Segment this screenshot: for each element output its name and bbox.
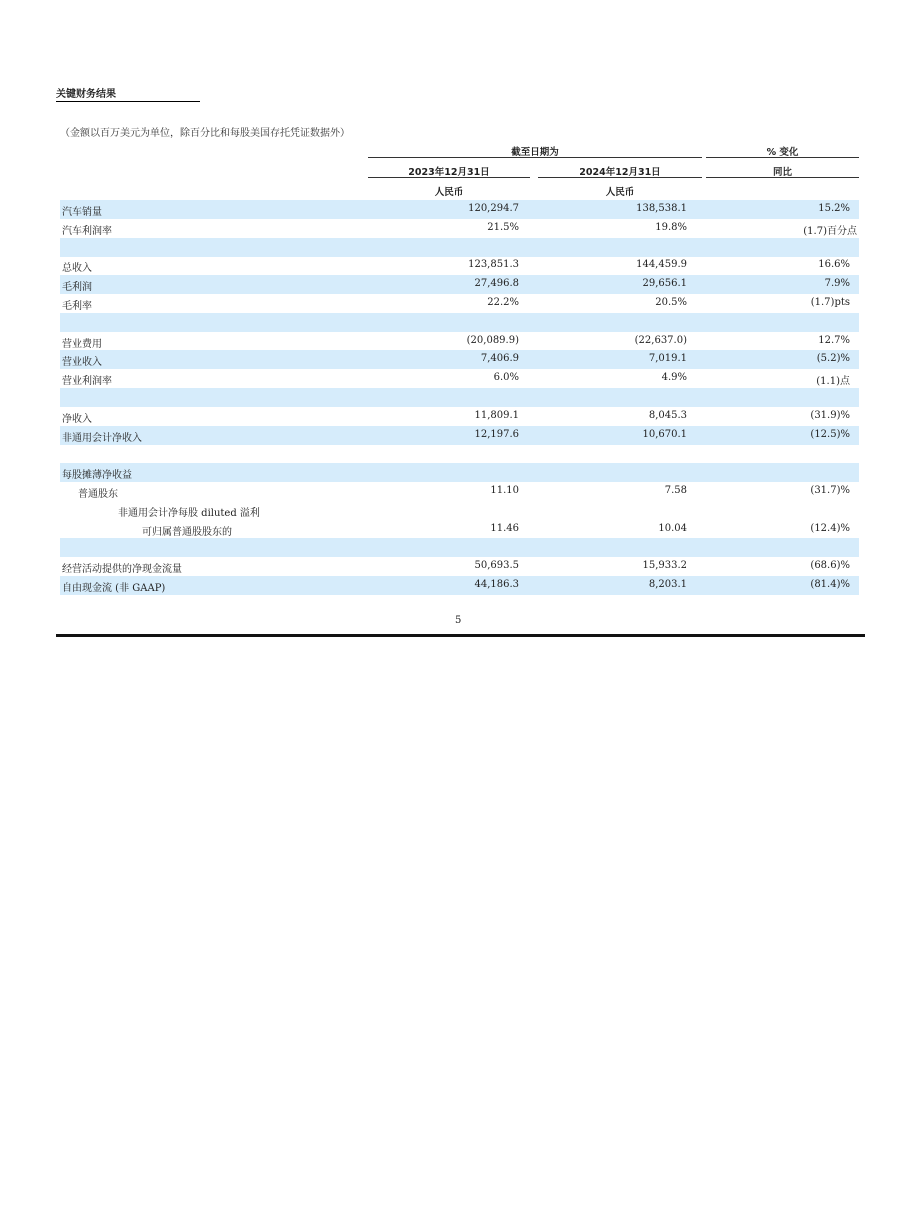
table-row: [60, 444, 859, 463]
row-label: 汽车利润率: [62, 225, 112, 237]
value-2024: 8,203.1: [648, 579, 687, 590]
value-2023: 123,851.3: [468, 259, 519, 271]
value-yoy-change: (5.2)%: [816, 353, 850, 365]
value-2024: 7.58: [664, 485, 687, 496]
value-yoy-change: (12.5)%: [810, 428, 850, 440]
row-label: 汽车销量: [62, 207, 102, 218]
col2-header: 2024年12月31日: [579, 167, 661, 178]
value-2024: 144,459.9: [636, 259, 687, 271]
value-2023: 21.5%: [487, 221, 519, 233]
section-title: 关键财务结果: [56, 89, 200, 102]
table-row: [60, 332, 859, 351]
row-label: 经营活动提供的净现金流量: [62, 564, 182, 576]
row-label: 自由现金流 (非 GAAP): [62, 583, 166, 594]
table-row: [60, 501, 859, 520]
row-label: 毛利润: [62, 282, 92, 294]
value-yoy-change: (1.1)点: [816, 376, 850, 388]
value-2023: 27,496.8: [474, 278, 519, 290]
row-label: 毛利率: [62, 301, 92, 312]
row-label: 净收入: [62, 413, 92, 425]
value-2023: 44,186.3: [474, 579, 519, 590]
value-yoy-change: (31.9)%: [810, 409, 850, 421]
value-2023: (20,089.9): [466, 334, 519, 346]
value-2024: 7,019.1: [648, 353, 687, 365]
table-row: [60, 219, 859, 238]
value-2023: 11.10: [490, 485, 519, 496]
value-yoy-change: (31.7)%: [810, 485, 850, 496]
table-row: [60, 463, 859, 482]
table-row: [60, 369, 859, 388]
value-2024: 8,045.3: [648, 409, 687, 421]
currency2-header: 人民币: [605, 187, 635, 198]
table-row: [60, 520, 859, 539]
col2-rule: [538, 177, 702, 178]
table-row: [60, 238, 859, 257]
bottom-rule: [56, 634, 865, 637]
table-row: [60, 350, 859, 369]
value-2024: 19.8%: [655, 221, 687, 233]
value-2024: 20.5%: [655, 297, 687, 308]
table-row: [60, 256, 859, 275]
value-yoy-change: 15.2%: [818, 203, 850, 214]
value-2024: 10.04: [658, 522, 687, 534]
currency1-header: 人民币: [434, 187, 464, 198]
value-2024: 29,656.1: [642, 278, 687, 290]
value-yoy-change: (1.7)pts: [810, 297, 850, 308]
row-label: 普通股东: [78, 489, 118, 500]
value-yoy-change: (1.7)百分点: [803, 225, 857, 237]
value-2023: 6.0%: [493, 372, 519, 384]
row-label: 营业费用: [62, 338, 102, 350]
period-group-header: 截至日期为: [511, 147, 559, 158]
change-group-rule: [706, 157, 859, 158]
value-2024: (22,637.0): [634, 334, 687, 346]
col1-header: 2023年12月31日: [408, 167, 490, 178]
page-number: 5: [455, 615, 462, 626]
table-row: [60, 538, 859, 557]
value-yoy-change: (81.4)%: [810, 579, 850, 590]
table-row: [60, 482, 859, 501]
table-row: [60, 557, 859, 576]
row-label: 营业利润率: [62, 376, 112, 388]
row-label: 每股摊薄净收益: [62, 470, 132, 482]
value-2024: 138,538.1: [636, 203, 687, 214]
value-yoy-change: (12.4)%: [810, 522, 850, 534]
value-2023: 22.2%: [487, 297, 519, 308]
row-label: 营业收入: [62, 357, 102, 369]
value-yoy-change: (68.6)%: [810, 560, 850, 572]
value-2024: 15,933.2: [642, 560, 687, 572]
row-label: 非通用会计净收入: [62, 432, 142, 444]
change-group-header: % 变化: [766, 147, 799, 158]
value-2023: 120,294.7: [468, 203, 519, 214]
row-label: 总收入: [62, 263, 92, 275]
table-row: [60, 388, 859, 407]
table-row: [60, 200, 859, 219]
value-2023: 11.46: [490, 522, 519, 534]
value-yoy-change: 12.7%: [818, 334, 850, 346]
value-2023: 11,809.1: [474, 409, 519, 421]
value-yoy-change: 16.6%: [818, 259, 850, 271]
value-2024: 4.9%: [661, 372, 687, 384]
table-row: [60, 313, 859, 332]
table-row: [60, 294, 859, 313]
table-subtitle: （金额以百万美元为单位，除百分比和每股美国存托凭证数据外）: [60, 128, 350, 139]
value-2024: 10,670.1: [642, 428, 687, 440]
col1-rule: [368, 177, 530, 178]
table-row: [60, 426, 859, 445]
row-label: 可归属普通股股东的: [142, 526, 232, 538]
col3-rule: [706, 177, 859, 178]
table-row: [60, 407, 859, 426]
period-group-rule: [368, 157, 702, 158]
value-2023: 12,197.6: [474, 428, 519, 440]
table-row: [60, 576, 859, 595]
col3-header: 同比: [772, 167, 792, 178]
table-row: [60, 275, 859, 294]
row-label: 非通用会计净每股 diluted 溢利: [118, 507, 260, 519]
value-yoy-change: 7.9%: [824, 278, 850, 290]
value-2023: 50,693.5: [474, 560, 519, 572]
value-2023: 7,406.9: [480, 353, 519, 365]
